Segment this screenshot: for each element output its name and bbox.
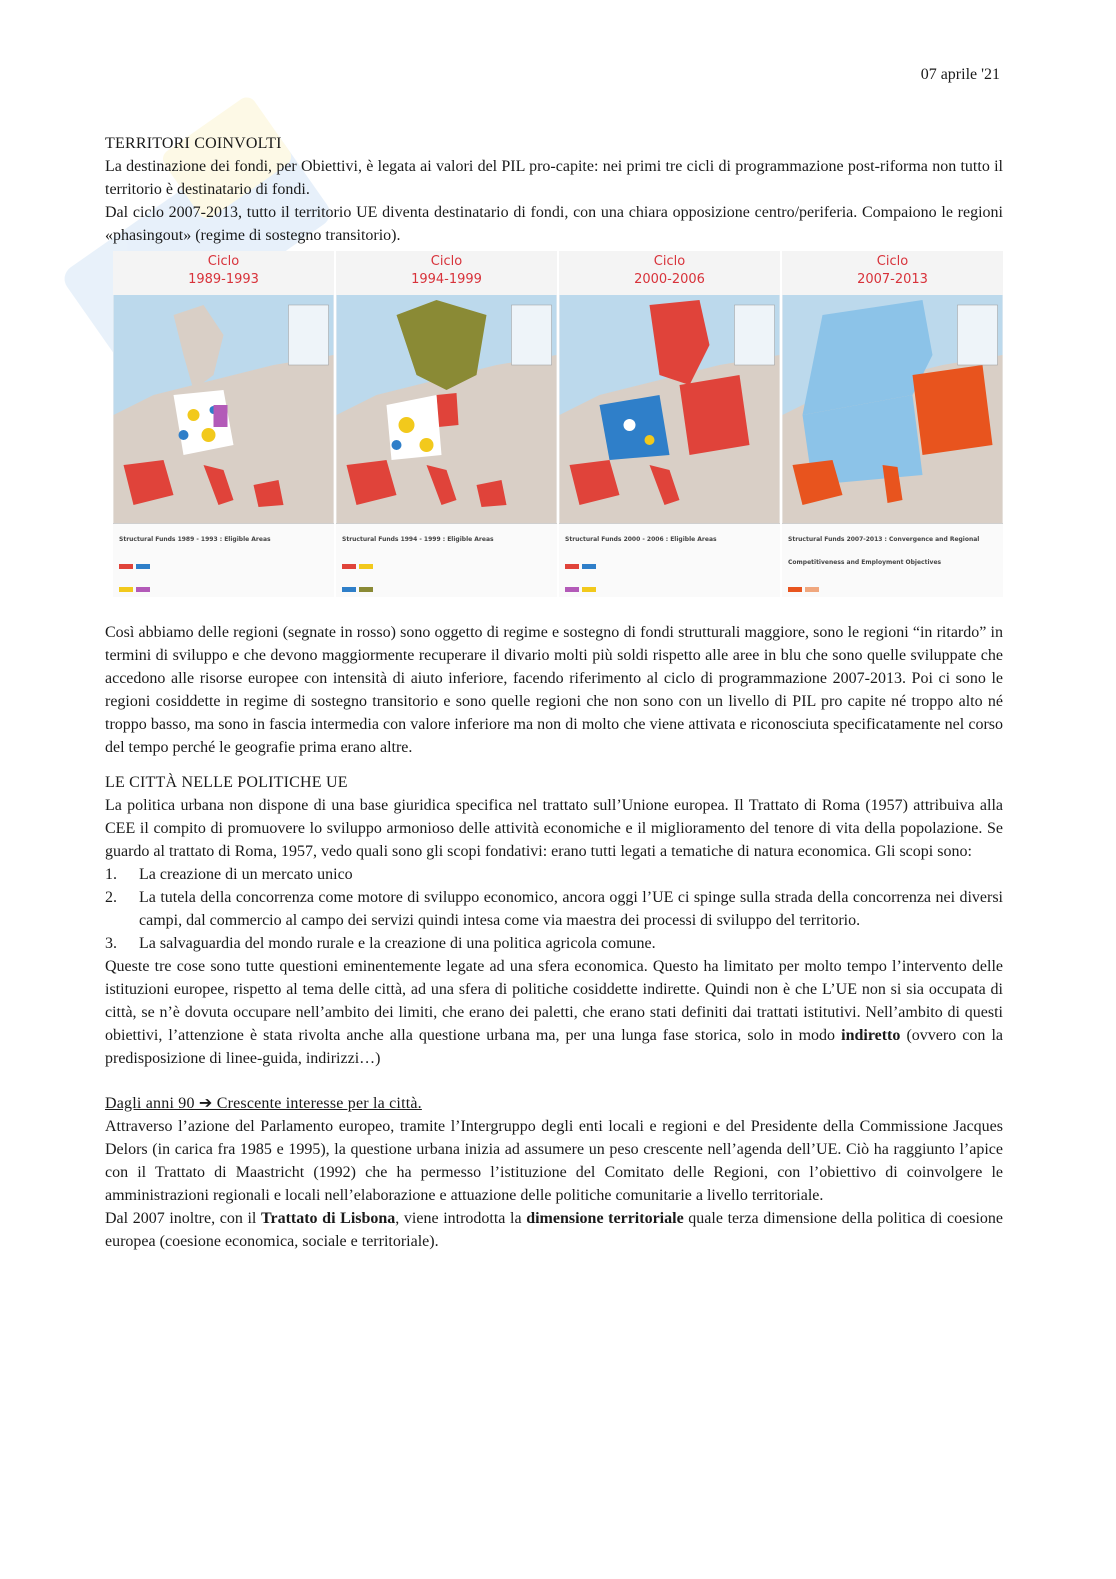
map-caption-years: 1994-1999: [411, 272, 482, 287]
paragraph: Attraverso l’azione del Parlamento europeo, tramite l’Intergruppo degli enti locali e regioni e del Presidente della Commissione Jacques Delors (in carica fra 1985 e 1995), la questione urbana inizia ad assumere un peso crescente nell’agenda dell’UE. Ciò ha raggiunto l’apice con il Trattato di Maastricht (1992) che ha permesso l’istituzione del Comitato delle Regioni, con l’obiettivo di coinvolgere le amministrazioni regionali e locali nell’elaborazione e attuazione delle politiche comunitarie a livello territoriale.: [105, 1118, 1003, 1204]
legend-title: Structural Funds 2007-2013 : Convergence and Regional Competitiveness and Employment Objectives: [788, 536, 980, 566]
page-date: 07 aprile '21: [920, 66, 1000, 83]
paragraph: Queste tre cose sono tutte questioni eminentemente legate ad una sfera economica. Questo ha limitato per molto tempo l’intervento delle istituzioni europee, rispetto al tema delle città, ad una sfera di politiche cosiddette indirette. Quindi non è che L’UE non si sia occupata di città, se n’è dovuta occupare nell’ambito dei limiti, che erano dei paletti, che erano stati definiti dai trattati istitutivi. Nell’ambito di questi obiettivi, l’attenzione è stata rivolta anche alla questione urbana ma, per una lunga fase storica, solo in modo indiretto (ovvero con la predisposizione di linee-guida, indirizzi…): [105, 958, 1004, 1067]
list-item: 2. La tutela della concorrenza come motore di sviluppo economico, ancora oggi l’UE ci spinge sulla strada della concorrenza nei diversi campi, dal commercio al campo dei servizi quindi intesa come via maestra dei processi di sviluppo del territorio.: [105, 889, 1003, 929]
map-2000-2006: [559, 251, 780, 597]
map-legend: [559, 523, 780, 597]
scopi-list: [105, 863, 1003, 955]
structural-funds-maps-figure: [113, 251, 1003, 597]
list-item: 3. La salvaguardia del mondo rurale e la creazione di una politica agricola comune.: [105, 935, 656, 952]
map-caption-label: Ciclo: [430, 254, 463, 269]
map-caption-years: 1989-1993: [188, 272, 259, 287]
europe-map-1: [113, 295, 334, 523]
map-legend: [336, 523, 557, 597]
map-caption-label: Ciclo: [207, 254, 240, 269]
europe-map-3: [559, 295, 780, 523]
paragraph: La politica urbana non dispone di una base giuridica specifica nel trattato sull’Unione europea. Il Trattato di Roma (1957) attribuiva alla CEE il compito di promuovere lo sviluppo armonioso delle attività economiche e il miglioramento del tenore di vita della popolazione. Se guardo al trattato di Roma, 1957, vedo quali sono gli scopi fondativi: erano tutti legati a tematiche di natura economica. Gli scopi sono:: [105, 797, 1003, 860]
legend-title: Structural Funds 1994 - 1999 : Eligible Areas: [342, 536, 494, 543]
map-caption-years: 2007-2013: [857, 272, 928, 287]
map-caption-years: 2000-2006: [634, 272, 705, 287]
paragraph: Dal 2007 inoltre, con il Trattato di Lisbona, viene introdotta la dimensione territoriale quale terza dimensione della politica di coesione europea (coesione economica, sociale e territoriale).: [105, 1210, 1004, 1250]
section-title-anni90: Dagli anni 90 ➔ Crescente interesse per la città.: [105, 1095, 422, 1112]
map-caption-label: Ciclo: [653, 254, 686, 269]
section-title-citta: LE CITTÀ NELLE POLITICHE UE: [105, 774, 348, 791]
map-2007-2013: [782, 251, 1003, 597]
map-1989-1993: [113, 251, 334, 597]
map-caption-label: Ciclo: [876, 254, 909, 269]
legend-title: Structural Funds 2000 - 2006 : Eligible Areas: [565, 536, 717, 543]
paragraph: Così abbiamo delle regioni (segnate in rosso) sono oggetto di regime e sostegno di fondi strutturali maggiore, sono le regioni “in ritardo” in termini di sviluppo e che devono maggiormente recuperare il divario molti più soldi rispetto alle aree in blu che sono quelle sviluppate che accedono alle risorse europee con intensità di aiuto inferiore, facendo riferimento al ciclo di programmazione 2007-2013. Poi ci sono le regioni cosiddette in regime di sostegno transitorio e sono quelle regioni che non sono con un livello di PIL pro capite né troppo alto né troppo basso, ma sono in fascia intermedia con valore inferiore ma non di molto che viene attivata e riconosciuta specificatamente nel corso del tempo perché le geografie prima erano altre.: [105, 624, 1003, 756]
europe-map-4: [782, 295, 1003, 523]
map-legend: [782, 523, 1003, 597]
legend-title: Structural Funds 1989 - 1993 : Eligible Areas: [119, 536, 271, 543]
paragraph: Dal ciclo 2007-2013, tutto il territorio UE diventa destinatario di fondi, con una chiara opposizione centro/periferia. Compaiono le regioni «phasingout» (regime di sostegno transitorio).: [105, 204, 1003, 244]
section-title-territori: TERRITORI COINVOLTI: [105, 135, 282, 152]
document-body: [105, 132, 1003, 1253]
europe-map-2: [336, 295, 557, 523]
paragraph: La destinazione dei fondi, per Obiettivi, è legata ai valori del PIL pro-capite: nei primi tre cicli di programmazione post-riforma non tutto il territorio è destinatario di fondi.: [105, 158, 1003, 198]
map-legend: [113, 523, 334, 597]
list-item: 1. La creazione di un mercato unico: [105, 866, 353, 883]
map-1994-1999: [336, 251, 557, 597]
